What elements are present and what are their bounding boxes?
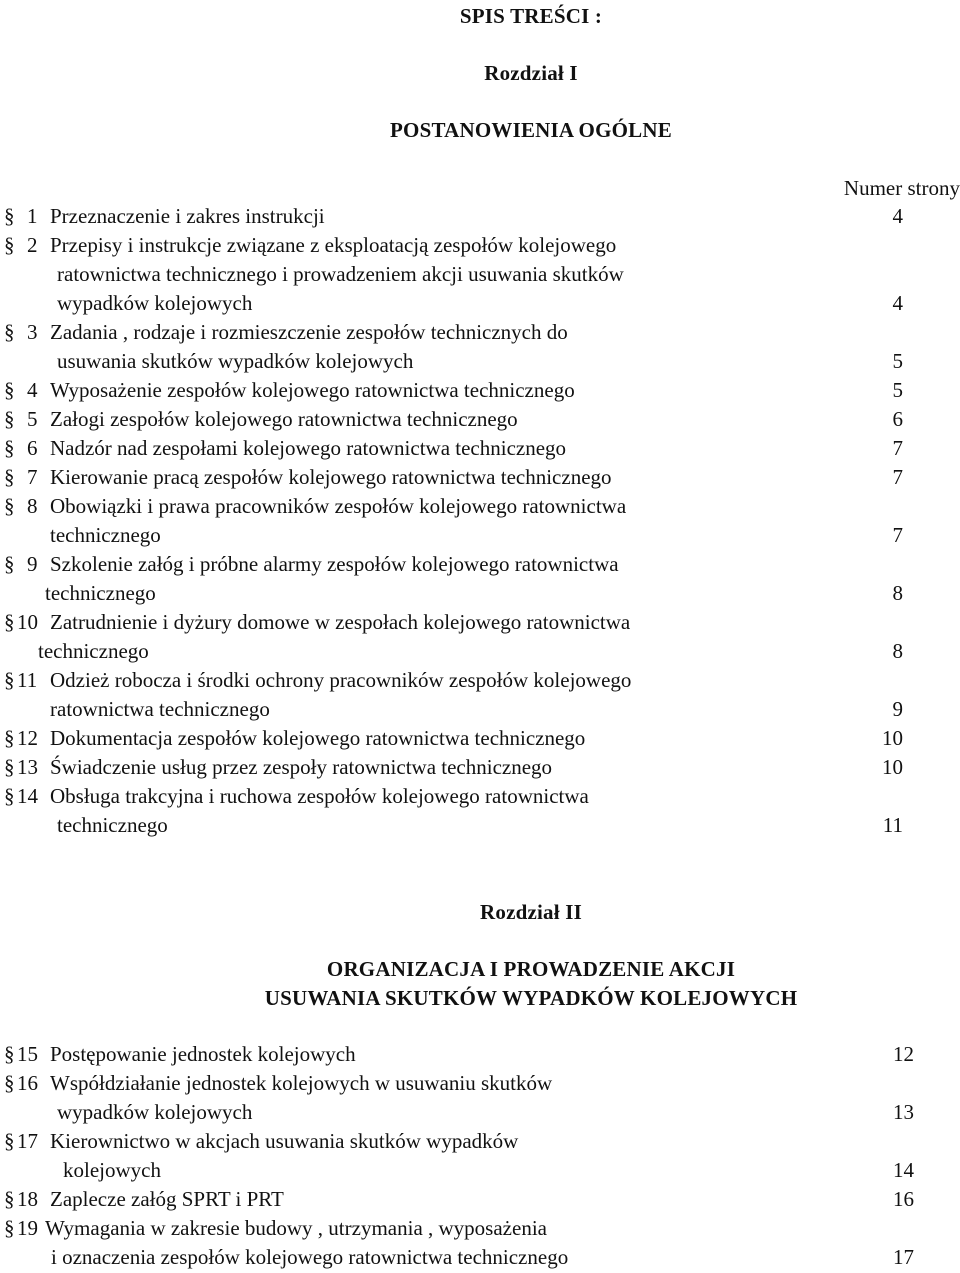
section-number: 19 bbox=[17, 1216, 38, 1240]
section-number: 13 bbox=[17, 755, 38, 779]
chapter-2-label: Rozdział II bbox=[480, 900, 582, 924]
entry-title-continuation: technicznego bbox=[57, 813, 168, 837]
toc-entry-line bbox=[0, 260, 960, 289]
page-number: 13 bbox=[893, 1100, 914, 1124]
section-symbol: § bbox=[4, 233, 15, 257]
entry-title: Przepisy i instrukcje związane z eksploatacją zespołów kolejowego bbox=[50, 233, 617, 257]
page-number: 16 bbox=[893, 1187, 914, 1211]
toc-entry-line bbox=[0, 1127, 960, 1156]
toc-entry-line bbox=[0, 637, 960, 666]
entry-title-continuation: technicznego bbox=[50, 523, 161, 547]
section-number: 5 bbox=[27, 407, 38, 431]
entry-title-continuation: wypadków kolejowych bbox=[57, 1100, 253, 1124]
section-number: 9 bbox=[27, 552, 38, 576]
section-number: 17 bbox=[17, 1129, 38, 1153]
section-number: 2 bbox=[27, 233, 38, 257]
entry-title: Zaplecze załóg SPRT i PRT bbox=[50, 1187, 284, 1211]
page-number: 12 bbox=[893, 1042, 914, 1066]
toc-entry-line bbox=[0, 289, 960, 318]
entry-title-continuation: wypadków kolejowych bbox=[57, 291, 253, 315]
toc-entry-line bbox=[0, 811, 960, 840]
entry-title: Szkolenie załóg i próbne alarmy zespołów kolejowego ratownictwa bbox=[50, 552, 619, 576]
toc-entry-line bbox=[0, 1156, 960, 1185]
chapter-1-title: POSTANOWIENIA OGÓLNE bbox=[390, 118, 672, 142]
chapter-2-title-line-1: ORGANIZACJA I PROWADZENIE AKCJI bbox=[326, 957, 736, 981]
section-symbol: § bbox=[4, 204, 15, 228]
entry-title-continuation: ratownictwa technicznego bbox=[50, 697, 270, 721]
entry-title: Dokumentacja zespołów kolejowego ratownictwa technicznego bbox=[50, 726, 586, 750]
page-number: 7 bbox=[892, 465, 903, 489]
page-number: 8 bbox=[892, 581, 903, 605]
section-symbol: § bbox=[4, 668, 15, 692]
toc-entry-line bbox=[0, 782, 960, 811]
toc-entry-line bbox=[0, 1243, 960, 1272]
section-symbol: § bbox=[4, 755, 15, 779]
page-number: 4 bbox=[892, 291, 903, 315]
entry-title: Współdziałanie jednostek kolejowych w usuwaniu skutków bbox=[50, 1071, 553, 1095]
section-symbol: § bbox=[4, 610, 15, 634]
page-number: 4 bbox=[892, 204, 903, 228]
toc-entry-line bbox=[0, 724, 960, 753]
entry-title: Zadania , rodzaje i rozmieszczenie zespołów technicznych do bbox=[50, 320, 568, 344]
section-number: 12 bbox=[17, 726, 38, 750]
toc-entry-line bbox=[0, 666, 960, 695]
toc-entry-line bbox=[0, 695, 960, 724]
entry-title-continuation: usuwania skutków wypadków kolejowych bbox=[57, 349, 414, 373]
entry-title: Załogi zespołów kolejowego ratownictwa technicznego bbox=[50, 407, 518, 431]
section-symbol: § bbox=[4, 320, 15, 344]
toc-entry-line bbox=[0, 492, 960, 521]
section-symbol: § bbox=[4, 784, 15, 808]
toc-entry-line bbox=[0, 376, 960, 405]
section-symbol: § bbox=[4, 1216, 15, 1240]
entry-title: Przeznaczenie i zakres instrukcji bbox=[50, 204, 325, 228]
section-symbol: § bbox=[4, 552, 15, 576]
toc-title: SPIS TREŚCI : bbox=[459, 4, 603, 28]
section-number: 8 bbox=[27, 494, 38, 518]
toc-entry-line bbox=[0, 347, 960, 376]
entry-title-continuation: technicznego bbox=[38, 639, 149, 663]
toc-entry-line bbox=[0, 753, 960, 782]
section-symbol: § bbox=[4, 1042, 15, 1066]
toc-entry-line bbox=[0, 231, 960, 260]
page-number-column-header: Numer strony bbox=[843, 176, 960, 200]
entry-title: Nadzór nad zespołami kolejowego ratownictwa technicznego bbox=[50, 436, 567, 460]
section-number: 15 bbox=[17, 1042, 38, 1066]
entry-title: Świadczenie usług przez zespoły ratownictwa technicznego bbox=[50, 755, 553, 779]
page-number: 7 bbox=[892, 523, 903, 547]
section-number: 10 bbox=[17, 610, 38, 634]
section-number: 18 bbox=[17, 1187, 38, 1211]
toc-entry-line bbox=[0, 318, 960, 347]
toc-entry-line bbox=[0, 434, 960, 463]
toc-entry-line bbox=[0, 521, 960, 550]
entry-title: Zatrudnienie i dyżury domowe w zespołach kolejowego ratownictwa bbox=[50, 610, 631, 634]
toc-entry-line bbox=[0, 405, 960, 434]
page-number: 9 bbox=[892, 697, 903, 721]
section-symbol: § bbox=[4, 1187, 15, 1211]
entry-title: Obowiązki i prawa pracowników zespołów kolejowego ratownictwa bbox=[50, 494, 627, 518]
section-symbol: § bbox=[4, 407, 15, 431]
page-number: 8 bbox=[892, 639, 903, 663]
toc-entry-line bbox=[0, 1185, 960, 1214]
entry-title-continuation: ratownictwa technicznego i prowadzeniem akcji usuwania skutków bbox=[57, 262, 624, 286]
entry-title: Odzież robocza i środki ochrony pracowników zespołów kolejowego bbox=[50, 668, 632, 692]
section-number: 11 bbox=[17, 668, 38, 692]
page-number: 6 bbox=[892, 407, 903, 431]
page-number: 14 bbox=[893, 1158, 914, 1182]
section-number: 3 bbox=[27, 320, 38, 344]
section-number: 1 bbox=[27, 204, 38, 228]
entry-title-continuation: kolejowych bbox=[63, 1158, 161, 1182]
toc-entry-line bbox=[0, 463, 960, 492]
chapter-1-label: Rozdział I bbox=[484, 61, 578, 85]
section-number: 7 bbox=[27, 465, 38, 489]
toc-entry-line bbox=[0, 1098, 960, 1127]
section-symbol: § bbox=[4, 465, 15, 489]
entry-title-continuation: i oznaczenia zespołów kolejowego ratownictwa technicznego bbox=[51, 1245, 569, 1269]
page-number: 10 bbox=[882, 726, 903, 750]
entry-title: Obsługa trakcyjna i ruchowa zespołów kolejowego ratownictwa bbox=[50, 784, 589, 808]
entry-title: Postępowanie jednostek kolejowych bbox=[50, 1042, 356, 1066]
entry-title: Kierownictwo w akcjach usuwania skutków wypadków bbox=[50, 1129, 519, 1153]
section-symbol: § bbox=[4, 494, 15, 518]
toc-entry-line bbox=[0, 608, 960, 637]
section-symbol: § bbox=[4, 436, 15, 460]
page-number: 10 bbox=[882, 755, 903, 779]
section-number: 6 bbox=[27, 436, 38, 460]
page-number: 5 bbox=[892, 349, 903, 373]
section-symbol: § bbox=[4, 1129, 15, 1153]
entry-title: Kierowanie pracą zespołów kolejowego ratownictwa technicznego bbox=[50, 465, 612, 489]
toc-entry-line bbox=[0, 550, 960, 579]
toc-entry-line bbox=[0, 579, 960, 608]
toc-entry-line bbox=[0, 202, 960, 231]
entry-title-continuation: technicznego bbox=[45, 581, 156, 605]
toc-entry-line bbox=[0, 1069, 960, 1098]
page-number: 17 bbox=[893, 1245, 914, 1269]
section-number: 4 bbox=[27, 378, 38, 402]
section-symbol: § bbox=[4, 726, 15, 750]
entry-title: Wyposażenie zespołów kolejowego ratownictwa technicznego bbox=[50, 378, 575, 402]
section-symbol: § bbox=[4, 378, 15, 402]
page-number: 11 bbox=[882, 813, 903, 837]
chapter-2-title-line-2: USUWANIA SKUTKÓW WYPADKÓW KOLEJOWYCH bbox=[264, 986, 798, 1010]
toc-entry-line bbox=[0, 1214, 960, 1243]
entry-title: Wymagania w zakresie budowy , utrzymania , wyposażenia bbox=[45, 1216, 547, 1240]
page-number: 5 bbox=[892, 378, 903, 402]
toc-entry-line bbox=[0, 1040, 960, 1069]
section-number: 14 bbox=[17, 784, 38, 808]
page-number: 7 bbox=[892, 436, 903, 460]
section-number: 16 bbox=[17, 1071, 38, 1095]
section-symbol: § bbox=[4, 1071, 15, 1095]
